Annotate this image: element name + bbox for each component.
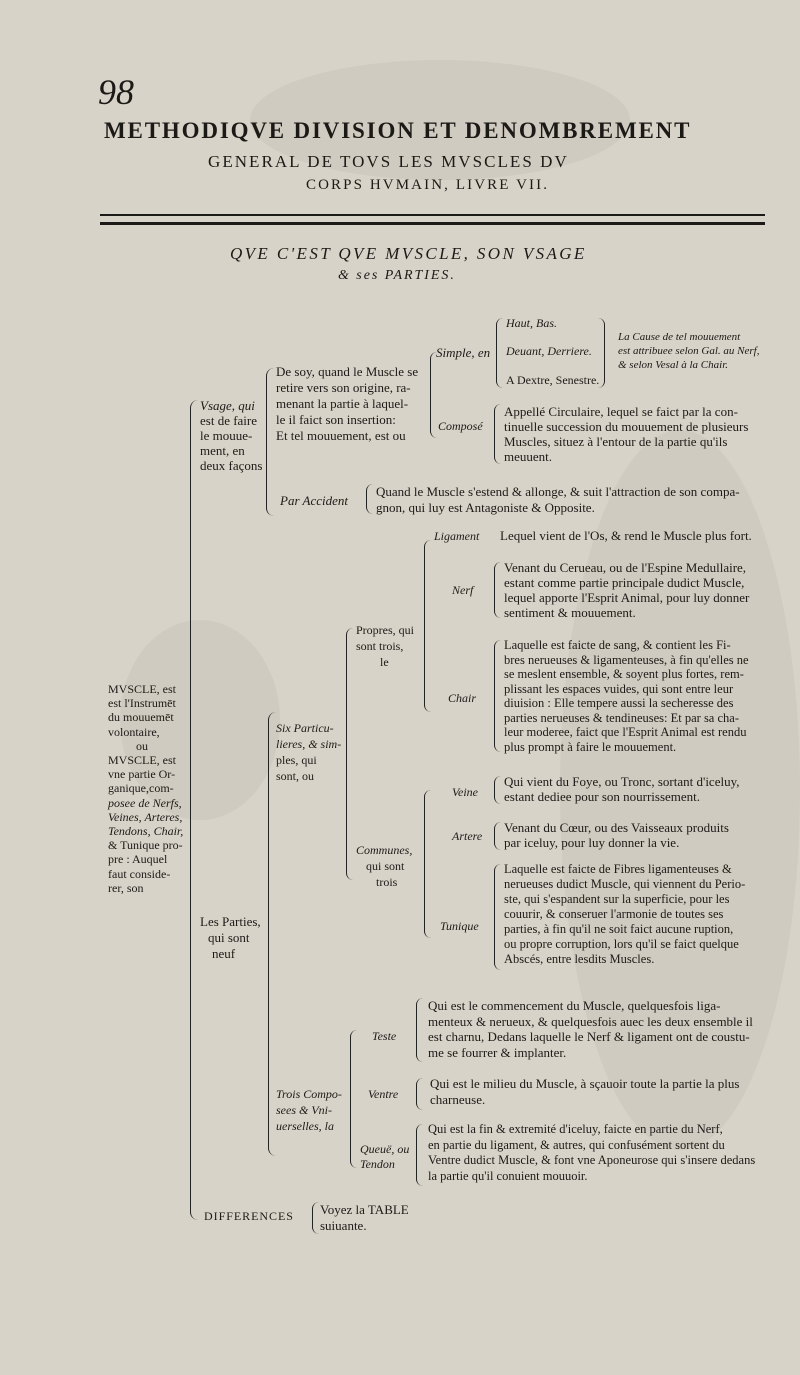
six-brace: [346, 628, 353, 880]
nerf-text: Venant du Cerueau, ou de l'Espine Medullaire, estant comme partie principale dudict Muscle, lequel apporte l'Esprit Animal, pour luy donner sentiment & mouuement.: [504, 560, 750, 620]
title-line-1: METHODIQVE DIVISION ET DENOMBREMENT: [104, 118, 692, 143]
communes-brace: [424, 790, 431, 938]
chair-brace: [494, 640, 501, 752]
nerf-brace: [494, 562, 501, 618]
nerf-label: Nerf: [452, 583, 474, 597]
simple-item-3: A Dextre, Senestre.: [506, 373, 600, 387]
ventre-text: Qui est le milieu du Muscle, à sçauoir toute la partie la plus charneuse.: [430, 1076, 740, 1107]
ligament-label: Ligament: [434, 529, 480, 543]
queue-label: Queuë, ou Tendon: [360, 1142, 410, 1171]
teste-brace: [416, 998, 423, 1062]
six-particulieres-label: Six Particu- lieres, & sim- ples, qui sont, ou: [276, 721, 342, 783]
artere-label: Artere: [452, 829, 483, 843]
accident-label: Par Accident: [280, 493, 348, 508]
simple-label: Simple, en: [436, 345, 491, 360]
teste-label: Teste: [372, 1029, 397, 1043]
veine-text: Qui vient du Foye, ou Tronc, sortant d'iceluy, estant dediee pour son nourrissement.: [504, 774, 740, 804]
differences-brace: [312, 1202, 319, 1234]
title-line-2: GENERAL DE TOVS LES MVSCLES DV: [208, 152, 569, 171]
artere-brace: [494, 822, 501, 850]
ventre-label: Ventre: [368, 1087, 399, 1101]
accident-brace: [366, 484, 373, 514]
page-number: 98: [98, 72, 134, 112]
main-brace: [190, 400, 199, 1220]
propres-brace: [424, 540, 431, 712]
queue-brace: [416, 1124, 423, 1186]
section-title-line-2: & ses PARTIES.: [338, 268, 456, 283]
veine-brace: [494, 776, 501, 804]
veine-label: Veine: [452, 785, 478, 799]
tunique-brace: [494, 864, 501, 970]
header-rule-bottom: [100, 222, 765, 225]
queue-text: Qui est la fin & extremité d'iceluy, faicte en partie du Nerf, en partie du ligament, & autres, qui confusément sortent du Ventre dudict Muscle, & font vne Aponeurose qui s'insere dedans la partie qu'il conuient mouuoir.: [428, 1122, 756, 1183]
title-line-3: CORPS HVMAIN, LIVRE VII.: [306, 177, 550, 193]
ventre-brace: [416, 1078, 423, 1110]
compose-text: Appellé Circulaire, lequel se faict par la con- tinuelle succession du mouuement de plusieurs Muscles, situez à l'entour de la partie qu'ils meuuent.: [504, 404, 749, 464]
tunique-label: Tunique: [440, 919, 479, 933]
section-title-line-1: QVE C'EST QVE MVSCLE, SON VSAGE: [230, 244, 587, 263]
differences-label: DIFFERENCES: [204, 1209, 294, 1223]
root-muscle-definition: MVSCLE, est est l'Instrumēt du mouuemēt volontaire, ou MVSCLE, est vne partie Or- ganique,com- posee de Nerfs, Veines, Arteres, Tendons, Chair, & Tunique pro- pre : Auquel faut conside- rer, son: [108, 682, 184, 895]
cause-brace: [598, 318, 605, 388]
usage-label: Vsage, qui est de faire le mouue- ment, en deux façons: [200, 398, 263, 473]
simple-item-2: Deuant, Derriere.: [506, 344, 592, 358]
simple-brace: [496, 318, 503, 388]
compose-label: Composé: [438, 419, 483, 433]
trois-composees-label: Trois Compo- sees & Vni- uerselles, la: [276, 1087, 342, 1133]
ligament-text: Lequel vient de l'Os, & rend le Muscle plus fort.: [500, 528, 752, 543]
trois-brace: [350, 1030, 357, 1168]
cause-text: La Cause de tel mouuement est attribuee selon Gal. au Nerf, & selon Vesal à la Chair.: [618, 331, 760, 371]
tunique-text: Laquelle est faicte de Fibres ligamenteuses & nerueuses dudict Muscle, qui viennent du Perio- ste, qui s'espandent sur la superficie, pour les couurir, & conseruer l'armonie de toutes ses parties, à fin qu'il ne soit faict aucune ruption, ou propre corruption, lors qu'il se faict quelque Abscés, entre lesdits Muscles.: [504, 862, 746, 966]
chair-text: Laquelle est faicte de sang, & contient les Fi- bres nerueuses & ligamenteuses, à fin qu'elles ne se meslent ensemble, & soyent plus fortes, rem- plissant les espaces vuides, qui sont entre leur diuision : Elle tempere aussi la secheresse des parties nerueuses & tendineuses: Et par sa cha- leur moderee, faict que l'Esprit Animal est rendu plus prompt à faire le mouuement.: [504, 638, 749, 754]
compose-brace: [494, 404, 501, 464]
communes-label: Communes, qui sont trois: [356, 843, 413, 889]
propres-label: Propres, qui sont trois, le: [356, 623, 414, 669]
parties-label: Les Parties, qui sont neuf: [200, 914, 261, 961]
header-rule-top: [100, 214, 765, 216]
accident-text: Quand le Muscle s'estend & allonge, & suit l'attraction de son compa- gnon, qui luy est Antagoniste & Opposite.: [376, 484, 740, 515]
teste-text: Qui est le commencement du Muscle, quelquesfois liga- menteux & nerueux, & quelquesfois auec les deux ensemble il est charnu, Dedans laquelle le Nerf & ligament ont de coustu- me se fourrer & implanter.: [428, 998, 753, 1060]
de-soy-text: De soy, quand le Muscle se retire vers son origine, ra- menant la partie à laquel- le il faict son insertion: Et tel mouuement, est ou: [276, 364, 419, 443]
differences-text: Voyez la TABLE suiuante.: [320, 1202, 409, 1233]
artere-text: Venant du Cœur, ou des Vaisseaux produits par iceluy, pour luy donner la vie.: [504, 820, 729, 850]
usage-brace: [266, 368, 274, 516]
de-soy-brace: [430, 352, 437, 438]
parties-brace: [268, 712, 276, 1156]
simple-item-1: Haut, Bas.: [506, 316, 557, 330]
chair-label: Chair: [448, 691, 477, 705]
